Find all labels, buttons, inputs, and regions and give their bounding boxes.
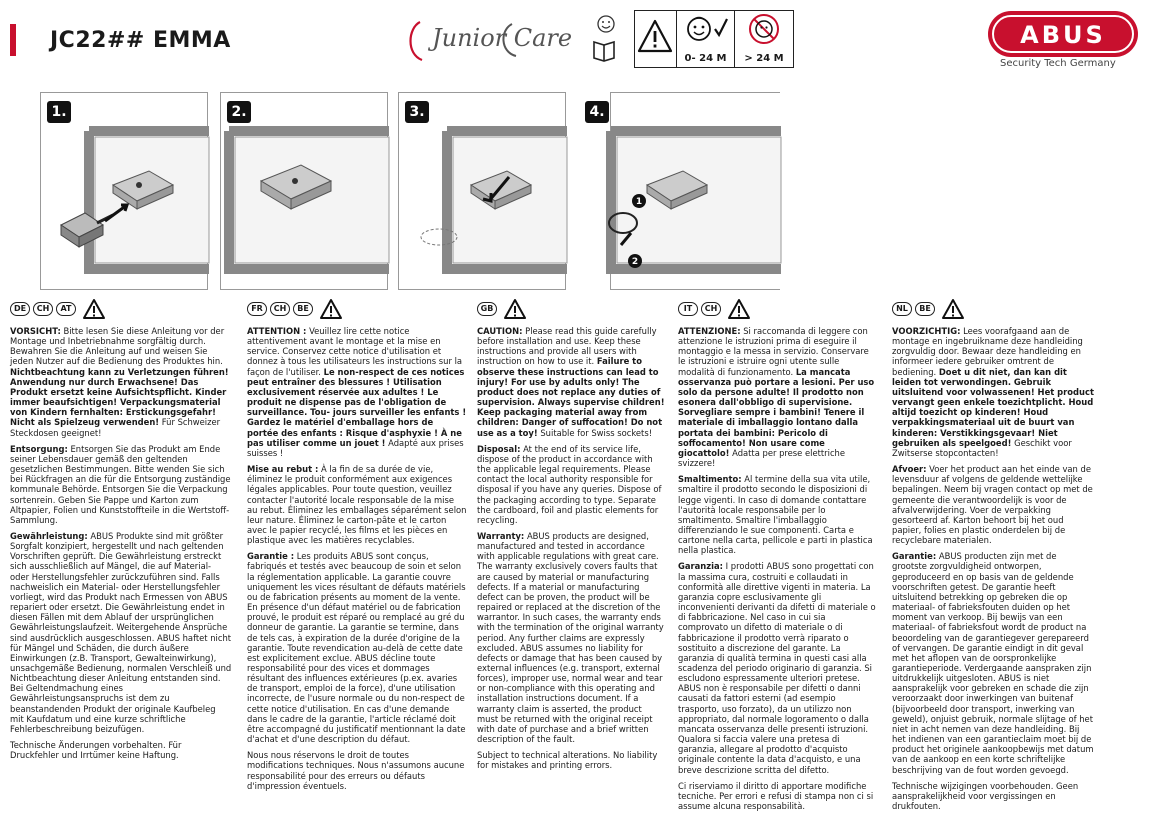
warning-triangle-icon [503, 298, 527, 320]
text-column-it [678, 326, 878, 817]
age-0-24-cell [677, 11, 735, 67]
lang-badges-nl [892, 296, 965, 322]
text-column-nl [892, 326, 1094, 817]
lang-badge-at: AT [56, 302, 76, 316]
age-label-24plus: > 24 M [744, 53, 784, 64]
step-number-1: 1. [47, 101, 71, 123]
lang-badges-fr [247, 296, 343, 322]
warranty-paragraph: Garantie : Les produits ABUS sont conçus, fabriqués et testés avec beaucoup de soin et selon la réglementation applicable. La garantie couvre uniquement les vices résultant de défauts matériels ou de fabrication présents au moment de la vente. En présence d'un défaut matériel ou de fabrication prouvé, le produit est réparé ou remplacé au gré du donneur de garantie. La garantie se termine, dans de tels cas, à expiration de la durée d'origine de la garantie. Toute revendication au-delà de cette date est explicitement exclue. ABUS décline toute responsabilité pour des vices et dommages résultant des influences extérieures (p.ex. avaries de transport, emploi de la force), d'une utilisation incorrecte, de l'usure normale ou du non-respect de cette notice d'utilisation. En cas d'une demande dans le cadre de la garantie, l'article réclamé doit être accompagné du justificatif mentionnant la date d'achat et d'une description du défaut. [247, 551, 466, 745]
caution-paragraph: VOORZICHTIG: Lees voorafgaand aan de montage en ingebruikname deze handleiding zorgvuldig door. Bewaar deze handleiding en informeer iedere gebruiker omtrent de bediening. Doet u dit niet, dan kan dit leiden tot verwondingen. Gebruik uitsluitend voor volwassenen! Het product vervangt geen enkele toezichtplicht. Houd altijd toezicht op kinderen! Houd verpakkingsmateriaal uit de buurt van kinderen: Verstikkingsgevaar! Niet gebruiken als speelgoed! Geschikt voor Zwitserse stopcontacten! [892, 326, 1094, 458]
step-number-2: 2. [227, 101, 251, 123]
lang-badges-it [678, 296, 751, 322]
abus-tagline: Security Tech Germany [1000, 58, 1116, 69]
disposal-paragraph: Disposal: At the end of its service life, dispose of the product in accordance with the applicable legal requirements. Please contact the local authority responsible for disposal if you have any queries. Dispose of the packaging according to type. Separate the cardboard, foil and plastic elements for recycling. [477, 443, 662, 525]
lang-badge-ch: CH [33, 302, 53, 316]
warning-triangle-icon [319, 298, 343, 320]
step-panel-1 [40, 92, 208, 290]
child-prohibited-icon [735, 11, 793, 51]
caution-paragraph: VORSICHT: Bitte lesen Sie diese Anleitung vor der Montage und Inbetriebnahme sorgfältig durch. Bewahren Sie die Anleitung auf und weisen Sie jeden Nutzer auf die Bedienung des Produktes hin. Nichtbeachtung kann zu Verletzungen führen! Anwendung nur durch Erwachsene! Das Produkt ersetzt keine Aufsichtspflicht. Kinder immer beaufsichtigen! Verpackungsmaterial von Kindern fernhalten: Erstickungsgefahr! Nicht als Spielzeug verwenden! Für Schweizer Steckdosen geeignet! [10, 326, 229, 438]
age-label-0-24: 0- 24 M [684, 53, 727, 64]
disposal-paragraph: Afvoer: Voer het product aan het einde van de levensduur af volgens de geldende wettelijke bepalingen. Neem bij vragen contact op met de gemeente die verantwoordelijk is voor de afvalverwijdering. Voer de verpakking gesorteerd af. Karton behoort bij het oud papier, folies en plastic onderdelen bij de recyclebare materialen. [892, 464, 1093, 546]
lang-badges-gb [477, 296, 527, 322]
step-panel-3 [398, 92, 566, 290]
warning-triangle-icon [941, 298, 965, 320]
warning-triangle-icon [727, 298, 751, 320]
caution-paragraph: CAUTION: Please read this guide carefully before installation and use. Keep these instructions and provide all users with instruction on how to use it. Failure to observe these instructions can lead to injury! For use by adults only! The product does not replace any duties of supervision. Always supervise children! Keep packaging material away from children: Danger of suffocation! Do not use as a toy! Suitable for Swiss sockets! [477, 326, 665, 438]
warranty-paragraph: Garantie: ABUS producten zijn met de grootste zorgvuldigheid ontworpen, geproduceerd en op basis van de geldende voorschriften getest. De garantie heeft uitsluitend betrekking op gebreken die op materiaal- of fabrieksfouten duiden op het moment van verkoop. Bij bewijs van een materiaal- of fabrieksfout wordt de product na beoordeling van de garantiegever gerepareerd of vervangen. De garantie eindigt in dit geval met het aflopen van de oorspronkelijke garantieperiode. Verdergaande aanspraken zijn uitdrukkelijk uitgesloten. ABUS is niet aansprakelijk voor gebreken en schade die zijn veroorzaakt door inwerkingen van buitenaf (bijvoorbeeld door transport, inwerking van geweld), onjuist gebruik, normale slijtage of het niet in acht nemen van deze handleiding. Bij het indienen van een garantieclaim moet bij de product het originele aankoopbewijs met datum van de aankoop en een korte schriftelijke beschrijving van de fout worden gevoegd. [892, 551, 1094, 775]
step-panel-2 [220, 92, 388, 290]
caution-paragraph: ATTENTION : Veuillez lire cette notice attentivement avant le montage et la mise en service. Conservez cette notice d'utilisation et donnez à tous les utilisateurs les instructions sur la façon de l'utiliser. Le non-respect de ces notices peut entraîner des blessures ! Utilisation exclusivement réservée aux adultes ! Le produit ne dispense pas de l'obligation de surveillance. Tou- jours surveiller les enfants ! Gardez le matériel d'emballage hors de portée des enfants : Risque d'asphyxie ! À ne pas utiliser comme un jouet ! Adapté aux prises suisses ! [247, 326, 467, 458]
lang-badge-ch: CH [270, 302, 290, 316]
abus-logo [987, 10, 1139, 58]
product-title: JC22## EMMA [50, 28, 231, 53]
warranty-paragraph: Garanzia: I prodotti ABUS sono progettati con la massima cura, costruiti e collaudati in conformità alle direttive vigenti in materia. La garanzia copre esclusivamente gli inconvenienti derivanti da difetti di materiale o di fabbricazione. Nel caso in cui sia comprovato un difetto di materiale o di fabbricazione il prodotto verrà riparato o sostituito a discrezione del garante. La garanzia di qualità termina in questi casi alla scadenza del periodo originario di garanzia. Si escludono espressamente ulteriori pretese. ABUS non è responsabile per difetti o danni causati da fattori esterni (ad esempio trasporto, uso forzato), da un utilizzo non appropriato, dal normale logoramento o dalla mancata osservanza delle presenti istruzioni. Qualora si faccia valere una pretesa di garanzia, allegare al prodotto d'acquisto originale contente la data d'acquisto, e una breve descrizione scritta del difetto. [678, 561, 876, 775]
lang-badge-gb: GB [477, 302, 497, 316]
junior-care-wordmark: Junior Care [432, 24, 573, 52]
child-check-icon [677, 11, 735, 51]
technical-note: Subject to technical alterations. No liability for mistakes and printing errors. [477, 750, 658, 771]
lang-badge-fr: FR [247, 302, 267, 316]
warning-triangle-icon [82, 298, 106, 320]
lang-badge-be: BE [915, 302, 935, 316]
step-4-illustration [611, 93, 781, 291]
accent-bar [10, 24, 16, 56]
text-column-de [10, 326, 232, 766]
disposal-paragraph: Mise au rebut : À la fin de sa durée de vie, éliminez le produit conformément aux exigences légales applicables. Pour toute question, veuillez contacter l'autorité locale responsable de la mise au rebut. Éliminez les emballages séparément selon leur nature. Éliminez le carton-pâte et le carton avec le papier recyclé, les films et les pièces en plastique avec les matières recyclables. [247, 464, 467, 546]
step4-marker-2: 2 [631, 257, 639, 267]
child-face-icon [596, 14, 616, 34]
caution-paragraph: ATTENZIONE: Si raccomanda di leggere con attenzione le istruzioni prima di eseguire il montaggio e la messa in servizio. Conservare le istruzioni e istruire ogni utente sulle modalità di funzionamento. La mancata osservanza può portare a lesioni. Per uso solo da persone adulte! Il prodotto non esonera dall'obbligo di supervisione. Sorvegliare sempre i bambini! Tenere il materiale di imballaggio lontano dalla portata dei bambini: Pericolo di soffocamento! Non usare come giocattolo! Adatta per prese elettriche svizzere! [678, 326, 875, 469]
lang-badge-ch: CH [701, 302, 721, 316]
step4-marker-1: 1 [635, 197, 643, 207]
step-number-3: 3. [405, 101, 429, 123]
disposal-paragraph: Entsorgung: Entsorgen Sie das Produkt am Ende seiner Lebensdauer gemäß den geltenden gesetzlichen Bestimmungen. Bitte wenden Sie sich bei Rückfragen an die für die Entsorgung zuständige kommunale Behörde. Entsorgen Sie die Verpackung sortenrein. Geben Sie Pappe und Karton zum Altpapier, Folien und Kunststoffteile in die Wertstoff-Sammlung. [10, 443, 231, 525]
warning-triangle-icon [635, 11, 675, 67]
step-number-4: 4. [585, 101, 609, 123]
read-manual-icon [592, 36, 616, 62]
lang-badge-be: BE [293, 302, 313, 316]
technical-note: Technische Änderungen vorbehalten. Für Druckfehler und Irrtümer keine Haftung. [10, 740, 182, 761]
warning-cell [635, 11, 677, 67]
abus-logo-text: ABUS [1020, 21, 1106, 49]
technical-note: Nous nous réservons le droit de toutes modifications techniques. Nous n'assumons aucune responsabilité pour des erreurs ou défauts d'impression éventuels. [247, 750, 465, 791]
technical-note: Technische wijzigingen voorbehouden. Geen aansprakelijkheid voor vergissingen en drukfouten. [892, 780, 1079, 812]
age-24plus-cell [735, 11, 793, 67]
text-column-fr [247, 326, 467, 797]
lang-badges-de [10, 296, 106, 322]
lang-badge-it: IT [678, 302, 698, 316]
disposal-paragraph: Smaltimento: Al termine della sua vita utile, smaltire il prodotto secondo le disposizioni di legge vigenti. In caso di domande contattare l'autorità locale responsabile per lo smaltimento. Smaltire l'imballaggio differenziando le sue componenti. Carta e cartone nella carta, pellicole e parti in plastica nella plastica. [678, 474, 873, 556]
warranty-paragraph: Warranty: ABUS products are designed, manufactured and tested in accordance with applicable regulations with great care. The warranty exclusively covers faults that are caused by material or manufacturing defects. If a material or manufacturing defect can be proven, the product will be repaired or replaced at the discretion of the warrantor. In such cases, the warranty ends with the termination of the original warranty period. Any further claims are expressly excluded. ABUS assumes no liability for defects or damage that has been caused by external influences (e.g. transport, external forces), improper use, normal wear and tear or non-compliance with this operating and installation instructions document. If a warranty claim is asserted, the product must be returned with the original receipt with date of purchase and a brief written description of the fault. [477, 530, 664, 745]
lang-badge-nl: NL [892, 302, 912, 316]
technical-note: Ci riserviamo il diritto di apportare modifiche tecniche. Per errori e refusi di stampa non ci si assume alcuna responsabilità. [678, 780, 874, 812]
lang-badge-de: DE [10, 302, 30, 316]
step-panel-4 [589, 92, 780, 290]
warranty-paragraph: Gewährleistung: ABUS Produkte sind mit größter Sorgfalt konzipiert, hergestellt und nach geltenden Vorschriften geprüft. Die Gewährleistung erstreckt sich ausschließlich auf Mängel, die auf Material- oder Herstellungsfehler zurückzuführen sind. Falls nachweislich ein Material- oder Herstellungsfehler vorliegt, wird das Produkt nach Ermessen von ABUS repariert oder ersetzt. Die Gewährleistung endet in diesen Fällen mit dem Ablauf der ursprünglichen Gewährleistungslaufzeit. Weitergehende Ansprüche sind ausdrücklich ausgeschlossen. ABUS haftet nicht für Mängel und Schäden, die durch äußere Einwirkungen (z.B. Transport, Gewalteinwirkung), unsachgemäße Bedienung, normalen Verschleiß und Nichtbeachtung dieser Anleitung entstanden sind. Bei Geltendmachung eines Gewährleistungsanspruchs ist dem zu beanstandenden Produkt der originale Kaufbeleg mit Kaufdatum und eine kurze schriftliche Fehlerbeschreibung beizufügen. [10, 530, 232, 734]
text-column-gb [477, 326, 665, 777]
age-warning-box [634, 10, 794, 68]
